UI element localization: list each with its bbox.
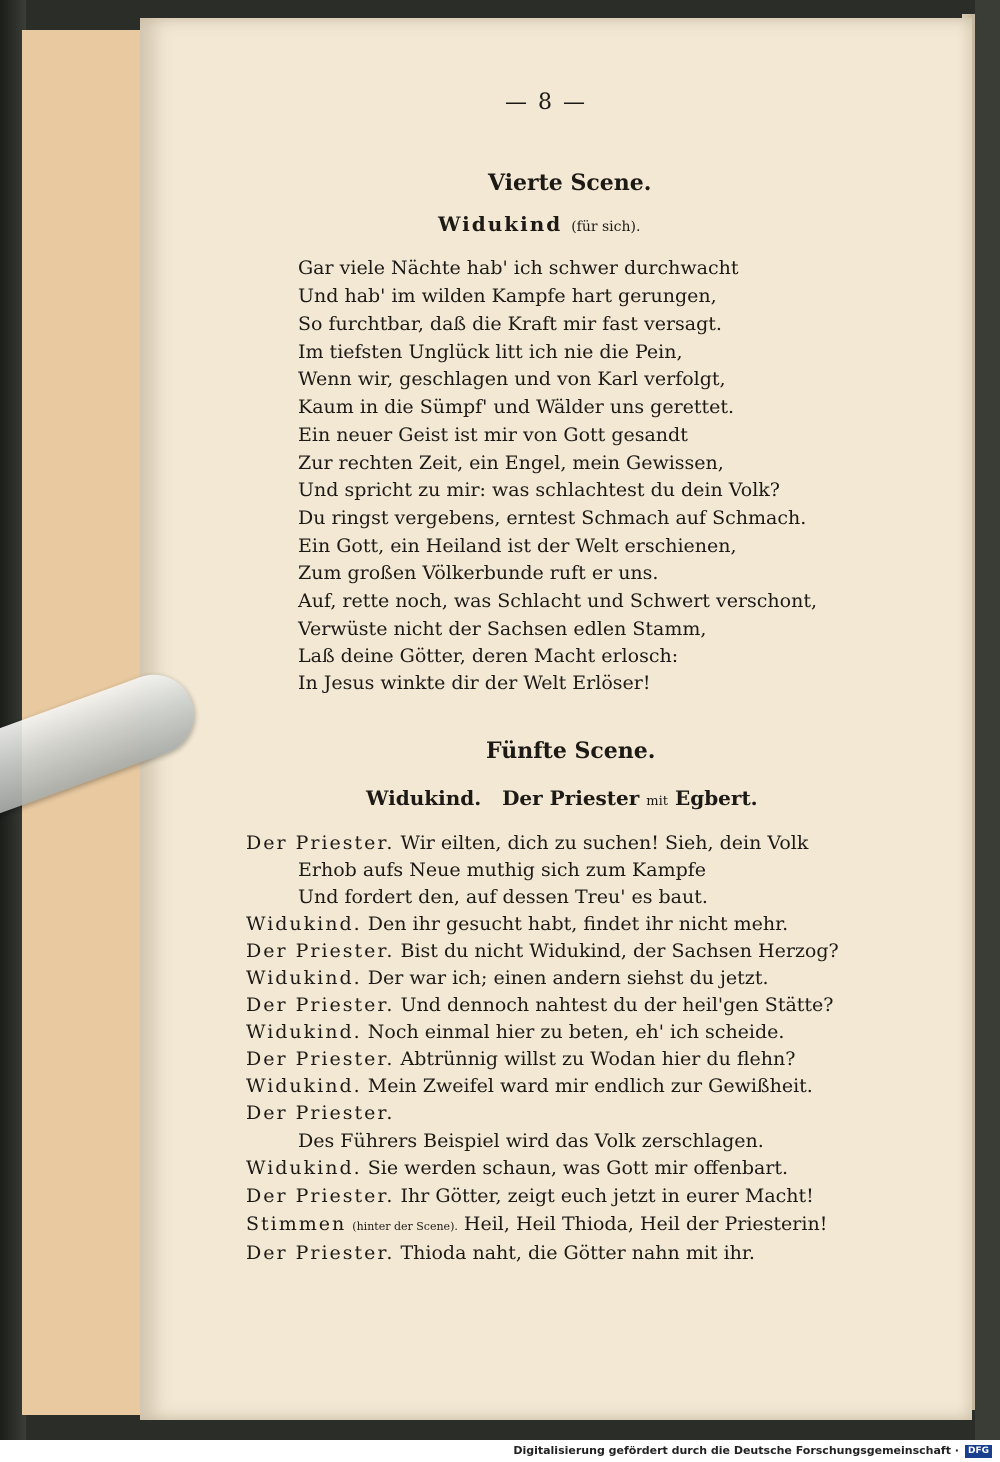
dialogue-line xyxy=(246,1185,814,1207)
speaker-name: Widukind. xyxy=(246,1021,362,1043)
dialogue-line xyxy=(298,886,708,908)
speaker-name: Der Priester. xyxy=(246,832,395,854)
dialogue-line xyxy=(246,913,788,935)
cast-member: Widukind. xyxy=(366,786,482,810)
speaker-name: Widukind. xyxy=(246,1157,362,1179)
speech-text: Und dennoch nahtest du der heil'gen Stätte? xyxy=(400,994,834,1016)
verse-line: Laß deine Götter, deren Macht erlosch: xyxy=(298,645,679,667)
speaker-name: Widukind xyxy=(438,212,563,236)
verse-line: Gar viele Nächte hab' ich schwer durchwacht xyxy=(298,257,739,279)
verse-line: Du ringst vergebens, erntest Schmach auf Schmach. xyxy=(298,507,807,529)
speaker-name: Stimmen xyxy=(246,1213,347,1235)
verse-line: Wenn wir, geschlagen und von Karl verfolgt, xyxy=(298,368,726,390)
verse-line: Zur rechten Zeit, ein Engel, mein Gewissen, xyxy=(298,452,724,474)
speech-text: Thioda naht, die Götter nahn mit ihr. xyxy=(400,1242,755,1264)
speech-text: Erhob aufs Neue muthig sich zum Kampfe xyxy=(298,859,707,881)
cast-connector: mit xyxy=(646,794,668,809)
speaker-name: Widukind. xyxy=(246,1075,362,1097)
scene-title: Fünfte Scene. xyxy=(486,738,656,764)
speaker-name: Widukind. xyxy=(246,967,362,989)
cast-member: Egbert. xyxy=(674,786,758,810)
speaker-name: Der Priester. xyxy=(246,1185,395,1207)
dialogue-line xyxy=(246,1021,784,1043)
speaker-name: Der Priester. xyxy=(246,940,395,962)
dfg-logo: DFG xyxy=(965,1445,992,1458)
dialogue-line xyxy=(246,967,769,989)
dialogue-line xyxy=(246,1075,813,1097)
speech-text: Heil, Heil Thioda, Heil der Priesterin! xyxy=(463,1213,828,1235)
verse-line: Im tiefsten Unglück litt ich nie die Pein, xyxy=(298,341,683,363)
speaker-name: Widukind. xyxy=(246,913,362,935)
verse-line: Auf, rette noch, was Schlacht und Schwert verschont, xyxy=(298,590,818,612)
dialogue-line xyxy=(298,859,706,881)
dialogue-line xyxy=(246,832,808,854)
verse-line: Verwüste nicht der Sachsen edlen Stamm, xyxy=(298,618,707,640)
speech-text: Und fordert den, auf dessen Treu' es baut. xyxy=(298,886,708,908)
speaker-name: Der Priester. xyxy=(246,1102,395,1124)
dialogue-line xyxy=(246,1213,827,1235)
speech-text: Der war ich; einen andern siehst du jetzt. xyxy=(367,967,769,989)
stage-direction: (für sich). xyxy=(571,219,641,235)
verse-line: In Jesus winkte dir der Welt Erlöser! xyxy=(298,672,651,694)
speech-text: Bist du nicht Widukind, der Sachsen Herzog? xyxy=(400,940,839,962)
verse-line: Ein Gott, ein Heiland ist der Welt erschienen, xyxy=(298,535,737,557)
cast-member: Der Priester xyxy=(502,786,640,810)
dialogue-line xyxy=(246,1157,788,1179)
speech-text: Wir eilten, dich zu suchen! Sieh, dein Volk xyxy=(400,832,809,854)
stage-direction: (hinter der Scene). xyxy=(352,1220,458,1233)
dialogue-line xyxy=(246,994,833,1016)
verse-line: Kaum in die Sümpf' und Wälder uns gerettet. xyxy=(298,396,735,418)
verse-line: Und spricht zu mir: was schlachtest du dein Volk? xyxy=(298,479,780,501)
dialogue-line xyxy=(298,1130,764,1152)
verse-line: Zum großen Völkerbunde ruft er uns. xyxy=(298,562,659,584)
speech-text: Abtrünnig willst zu Wodan hier du flehn? xyxy=(400,1048,796,1070)
speech-text: Sie werden schaun, was Gott mir offenbart. xyxy=(367,1157,789,1179)
scan-background xyxy=(975,0,1000,1440)
dialogue-line xyxy=(246,940,839,962)
speech-text: Des Führers Beispiel wird das Volk zerschlagen. xyxy=(298,1130,764,1152)
speech-text: Ihr Götter, zeigt euch jetzt in eurer Macht! xyxy=(400,1185,814,1207)
speech-text: Noch einmal hier zu beten, eh' ich scheide. xyxy=(367,1021,785,1043)
verse-line: Und hab' im wilden Kampfe hart gerungen, xyxy=(298,285,717,307)
speech-text: Den ihr gesucht habt, findet ihr nicht mehr. xyxy=(367,913,789,935)
footer-bar xyxy=(0,1440,1000,1462)
footer-credit: Digitalisierung gefördert durch die Deutsche Forschungsgemeinschaft · xyxy=(513,1444,959,1457)
scene-title: Vierte Scene. xyxy=(488,170,652,196)
verse-line: Ein neuer Geist ist mir von Gott gesandt xyxy=(298,424,688,446)
speaker-name: Der Priester. xyxy=(246,1242,395,1264)
verse-line: So furchtbar, daß die Kraft mir fast versagt. xyxy=(298,313,722,335)
dialogue-line xyxy=(246,1048,795,1070)
speaker-heading xyxy=(438,212,640,236)
speaker-name: Der Priester. xyxy=(246,994,395,1016)
cast-list xyxy=(366,786,758,810)
speaker-name: Der Priester. xyxy=(246,1048,395,1070)
page-number: — 8 — xyxy=(505,90,587,115)
dialogue-line xyxy=(246,1102,394,1124)
dialogue-line xyxy=(246,1242,755,1264)
speech-text: Mein Zweifel ward mir endlich zur Gewißheit. xyxy=(367,1075,813,1097)
